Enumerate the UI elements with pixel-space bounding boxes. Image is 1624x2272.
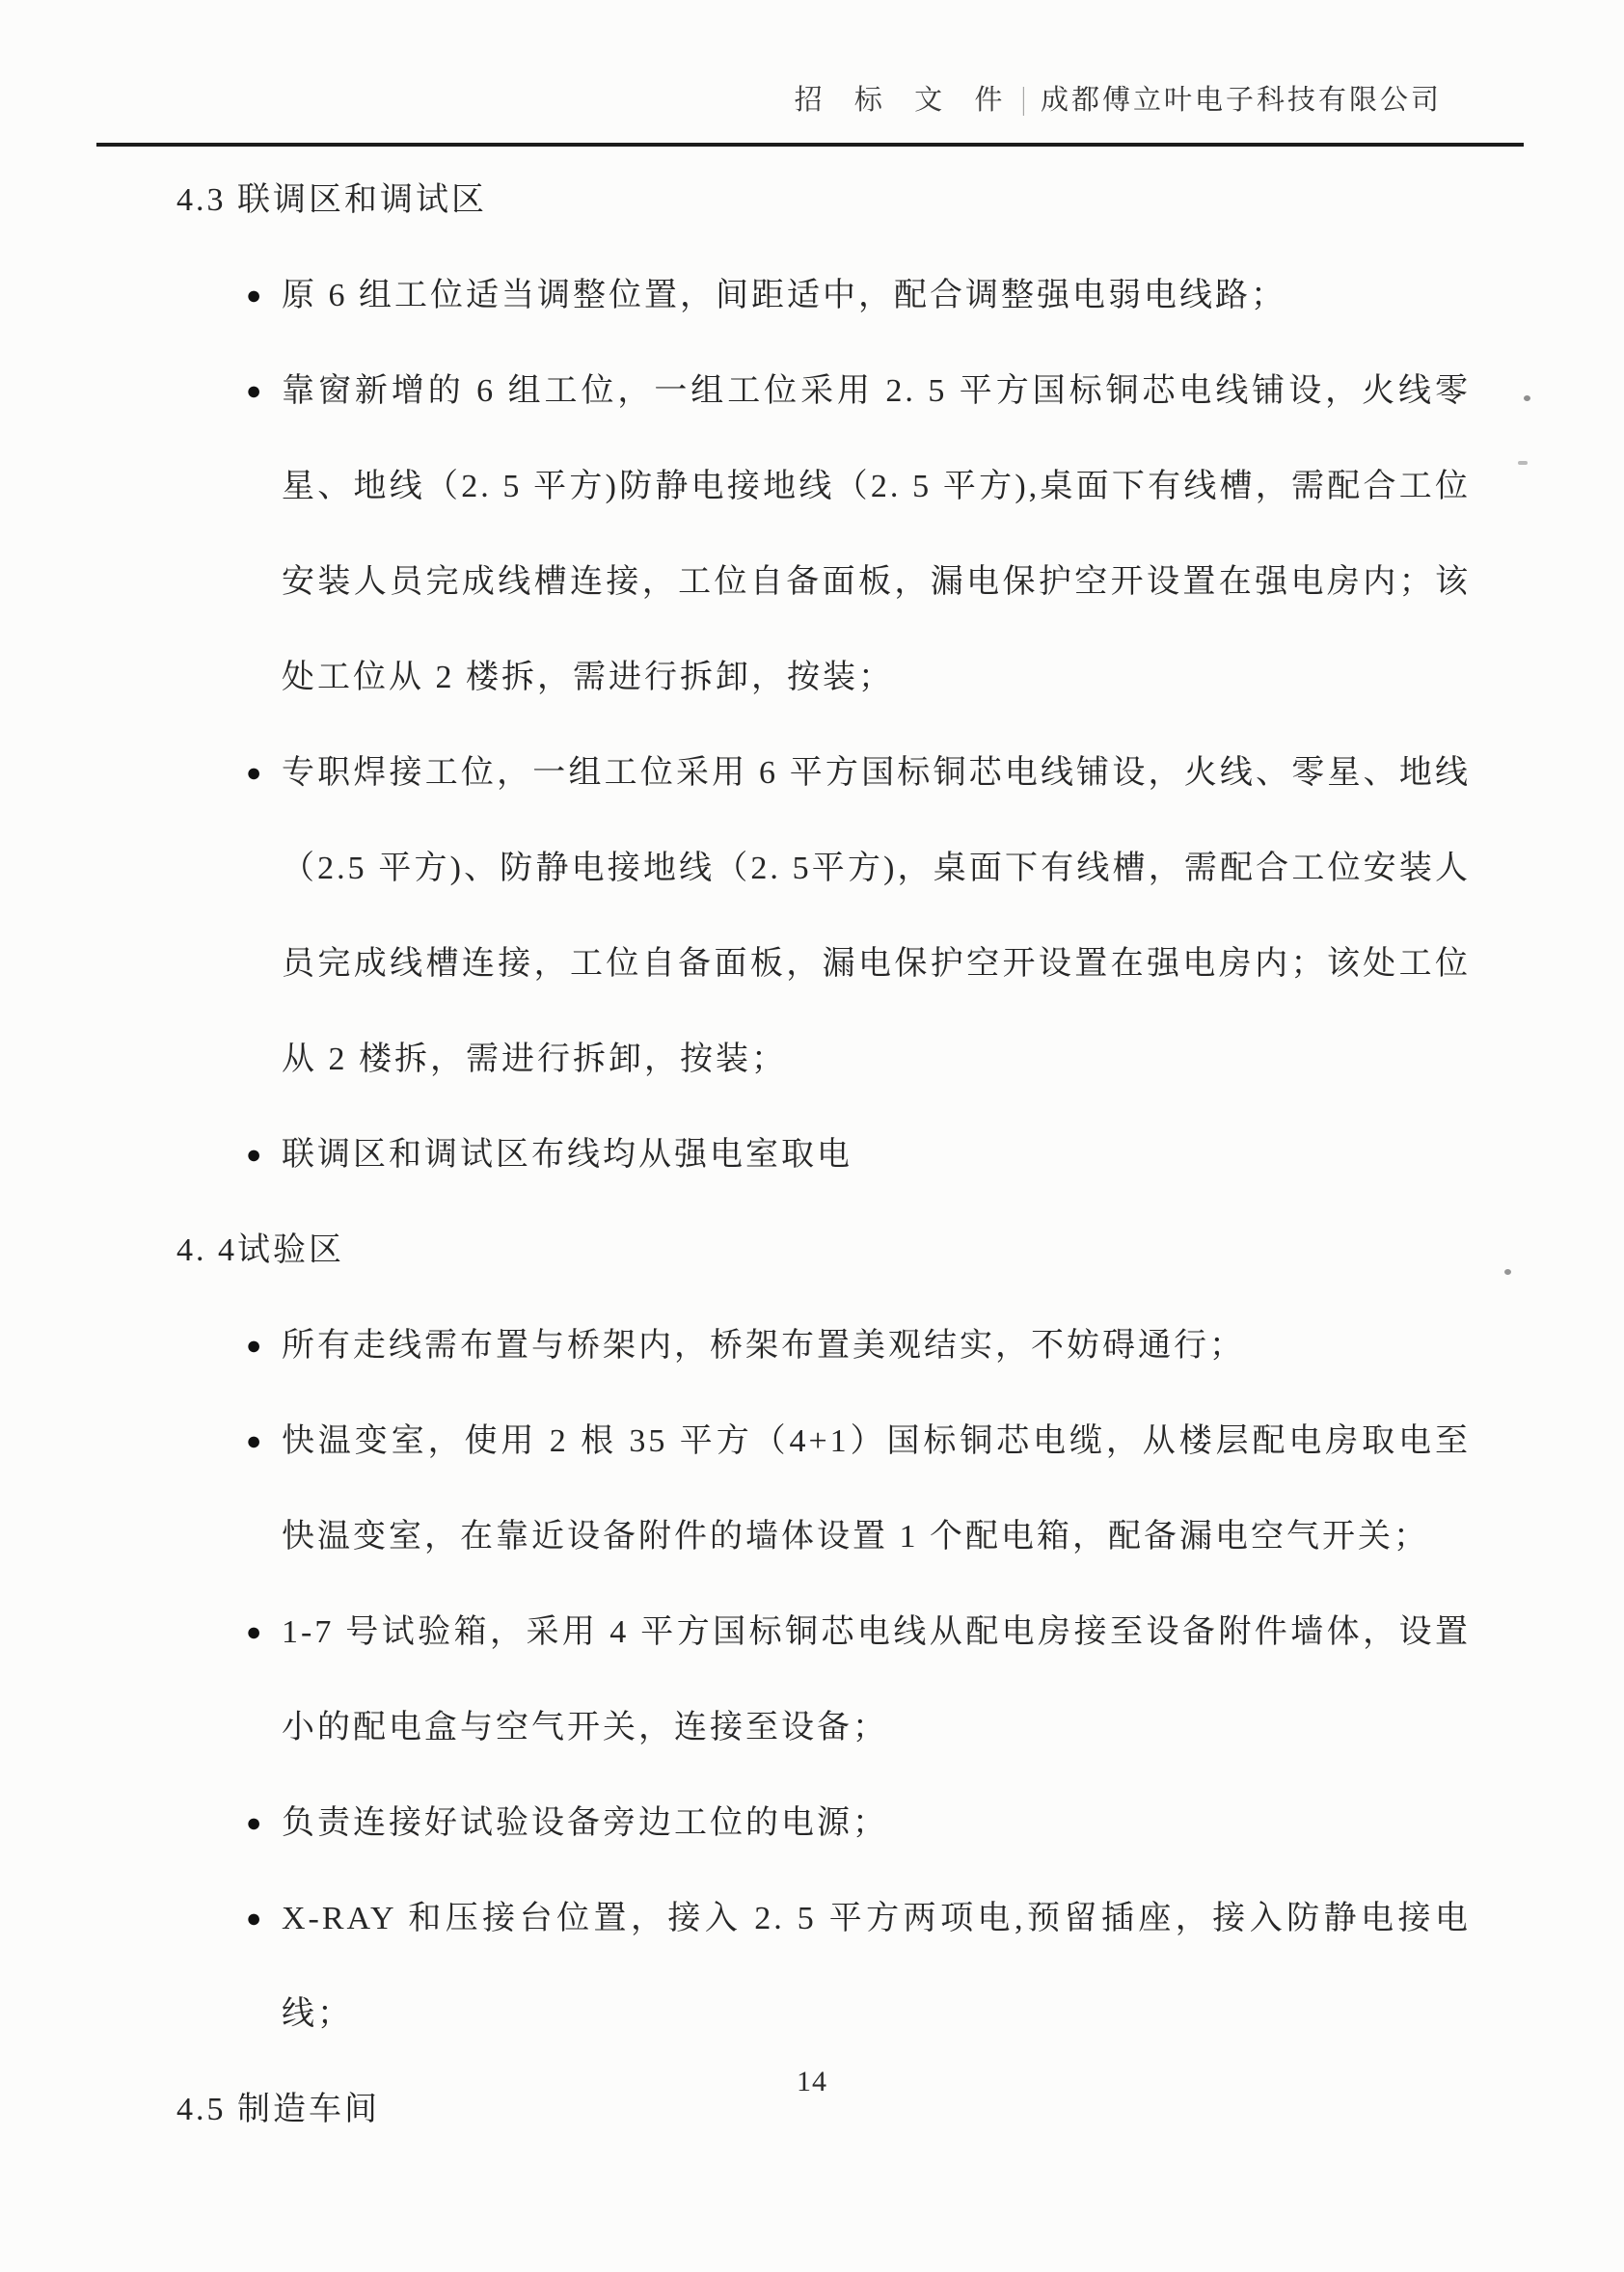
bullet-icon: ● [246,1904,262,1933]
scan-artifact-smudge [1518,461,1528,465]
scan-artifact-dot [1504,1269,1511,1275]
list-item [246,1871,1471,2062]
header-doc-type: 招 标 文 件 [794,85,1015,116]
section-heading-4-5: 4.5 制造车间 [176,2092,380,2127]
bullet-text: 专职焊接工位，一组工位采用 6 平方国标铜芯电线铺设，火线、零星、地线（2.5 平方)、防静电接地线（2. 5平方)，桌面下有线槽，需配合工位安装人员完成线槽连接，工位自备面板，漏电保护空开设置在强电房内；该处工位从 2 楼拆，需进行拆卸，按装； [282,755,1471,1077]
bullet-icon: ● [246,1617,262,1646]
bullet-icon: ● [246,1331,262,1360]
bullet-text: 联调区和调试区布线均从强电室取电 [282,1137,853,1173]
section-heading-4-3: 4.3 联调区和调试区 [176,182,487,218]
bullet-icon: ● [246,281,262,310]
page-number: 14 [797,2066,827,2097]
bullet-icon: ● [246,1140,262,1169]
list-item [246,725,1471,1107]
list-item [246,248,1471,343]
bullet-icon: ● [246,758,262,787]
list-item [246,1107,1471,1203]
bullet-text: 所有走线需布置与桥架内，桥架布置美观结实，不妨碍通行； [282,1328,1245,1364]
list-item [246,1584,1471,1775]
bullet-icon: ● [246,376,262,405]
document-body [0,152,1624,2157]
bullet-text: 负责连接好试验设备旁边工位的电源； [282,1805,888,1841]
list-item [246,1298,1471,1393]
list-item [246,1775,1471,1871]
section-heading-4-4: 4. 4试验区 [176,1232,344,1268]
bullet-text: 原 6 组工位适当调整位置，间距适中，配合调整强电弱电线路； [282,278,1286,313]
header-separator-icon: | [1021,82,1026,117]
bullet-list-4-4 [246,1298,1471,2062]
page-header [96,0,1524,147]
bullet-text: 快温变室，使用 2 根 35 平方（4+1）国标铜芯电缆，从楼层配电房取电至快温变室，在靠近设备附件的墙体设置 1 个配电箱，配备漏电空气开关； [282,1423,1471,1555]
bullet-icon: ● [246,1426,262,1455]
list-item [246,1393,1471,1584]
list-item [246,343,1471,725]
header-company-name: 成都傅立叶电子科技有限公司 [1040,85,1442,116]
bullet-text: 1-7 号试验箱，采用 4 平方国标铜芯电线从配电房接至设备附件墙体，设置小的配电盒与空气开关，连接至设备； [282,1614,1471,1745]
scan-artifact-dot [1524,395,1530,401]
bullet-text: 靠窗新增的 6 组工位，一组工位采用 2. 5 平方国标铜芯电线铺设，火线零星、地线（2. 5 平方)防静电接地线（2. 5 平方),桌面下有线槽，需配合工位安装人员完成线槽连接，工位自备面板，漏电保护空开设置在强电房内；该处工位从 2 楼拆，需进行拆卸，按装； [282,373,1471,695]
bullet-list-4-3 [246,248,1471,1203]
bullet-icon: ● [246,1808,262,1837]
bullet-text: X-RAY 和压接台位置，接入 2. 5 平方两项电,预留插座，接入防静电接电线； [282,1901,1471,2032]
